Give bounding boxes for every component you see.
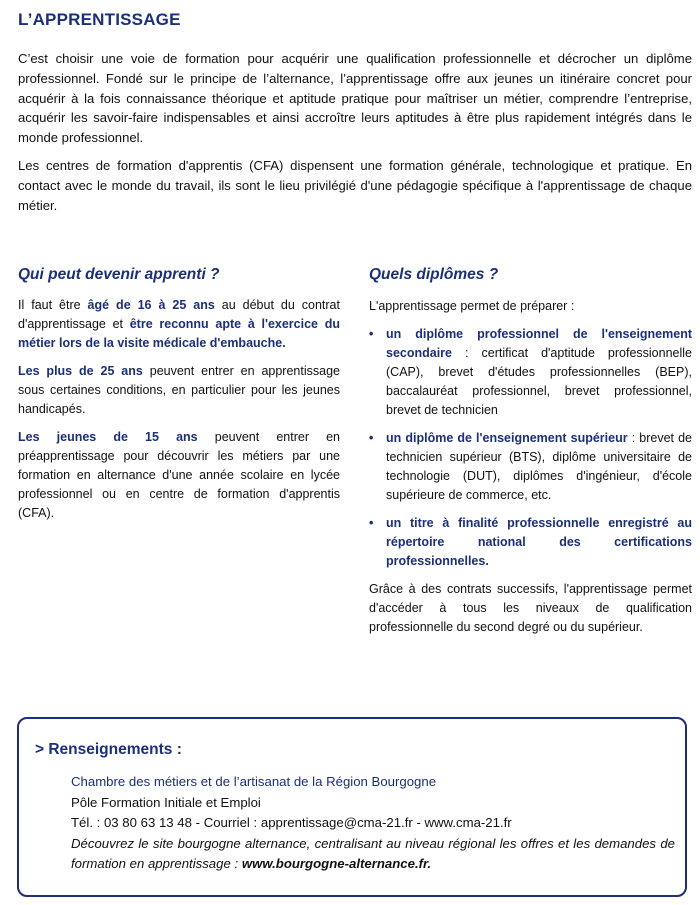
item-text: : brevet de technicien supérieur (BTS), diplôme universitaire de technologie (DUT), diplômes d'ingénieur, d'école supérieure de commerce, etc. [386,431,692,502]
diplomas-list [369,325,692,571]
item-title: un titre à finalité professionnelle enregistré au répertoire national des certifications professionnelles. [386,516,692,568]
bullet-icon: • [369,516,374,530]
info-box [17,717,687,897]
age-paragraph [18,296,340,353]
contact-line: Tél. : 03 80 63 13 48 - Courriel : apprentissage@cma-21.fr - www.cma-21.fr [71,815,512,830]
over-25-paragraph [18,362,340,419]
intro-section [18,49,692,223]
info-content [71,772,675,875]
item-title: un diplôme de l'enseignement supérieur [386,431,628,445]
highlight: âgé de 16 à 25 ans [87,298,215,312]
intro-paragraph: Les centres de formation d'apprentis (CFA) dispensent une formation générale, technologique et pratique. En contact avec le monde du travail, ils sont le lieu privilégié d'une pédagogie spécifique à l'apprentissage de chaque métier. [18,157,692,213]
dept-name: Pôle Formation Initiale et Emploi [71,794,261,810]
list-item [369,514,692,571]
eligibility-column [18,265,340,532]
bullet-icon: • [369,327,374,341]
diplomas-outro: Grâce à des contrats successifs, l'apprentissage permet d'accéder à tous les niveaux de qualification professionnelle du second degré ou du supérieur. [369,582,692,634]
highlight: être reconnu apte à l'exercice du métier lors de la visite médicale d'embauche. [18,317,340,350]
eligibility-heading: Qui peut devenir apprenti ? [18,266,220,283]
info-heading: > Renseignements : [35,741,182,758]
text: Il faut être [18,298,88,312]
intro-paragraph: C’est choisir une voie de formation pour acquérir une qualification professionnelle et décrocher un diplôme professionnel. Fondé sur le principe de l’alternance, l’apprentissage offre aux jeunes un itinéraire concret pour acquérir à la fois connaissance théorique et aptitude pratique pour maîtriser un métier, comprendre l’entreprise, acquérir les savoir-faire indispensables et ainsi accroître leurs aptitudes à être plus rapidement intégrés dans le monde professionnel. [18,51,692,146]
diplomas-heading: Quels diplômes ? [369,266,499,283]
text: peuvent entrer en préapprentissage pour découvrir les métiers par une formation en alternance d'une année scolaire en lycée professionnel ou en centre de formation d'apprentis (CFA). [18,430,340,520]
highlight: Les plus de 25 ans [18,364,143,378]
item-text: : certificat d'aptitude professionnelle (CAP), brevet d'études professionnelles (BEP), baccalauréat professionnel, brevet professionnel, brevet de technicien [386,346,692,417]
list-item [369,429,692,505]
text: au début du contrat d'apprentissage et [18,298,340,331]
diplomas-intro: L'apprentissage permet de préparer : [369,299,575,313]
highlight: Les jeunes de 15 ans [18,430,198,444]
page-title: L’APPRENTISSAGE [18,10,181,29]
age-15-paragraph [18,428,340,523]
text: peuvent entrer en apprentissage sous certaines conditions, en particulier pour les jeunes handicapés. [18,364,340,416]
diplomas-column [369,265,692,646]
bullet-icon: • [369,431,374,445]
list-item [369,325,692,420]
desc-text: Découvrez le site bourgogne alternance, centralisant au niveau régional les offres et les demandes de formation en apprentissage : [71,835,675,871]
alternance-link[interactable]: www.bourgogne-alternance.fr. [241,856,432,871]
org-name: Chambre des métiers et de l’artisanat de la Région Bourgogne [71,774,437,789]
item-title: un diplôme professionnel de l'enseignement secondaire [386,327,692,360]
alternance-description [71,834,675,875]
